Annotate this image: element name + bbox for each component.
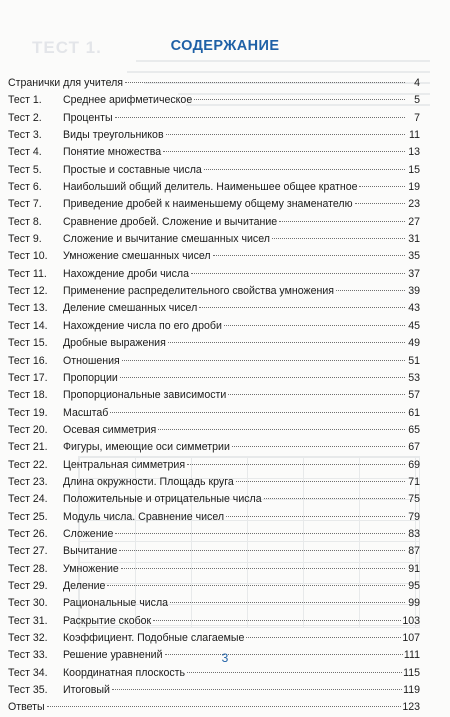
toc-leader-dots xyxy=(153,620,401,621)
toc-test-number: Тест 6. xyxy=(8,181,42,194)
toc-test-number: Тест 33. xyxy=(8,649,48,662)
toc-row xyxy=(8,630,420,647)
toc-entry-title: Виды треугольников xyxy=(63,129,164,142)
toc-entry xyxy=(63,196,420,213)
toc-entry xyxy=(63,578,420,595)
toc-page-number: 49 xyxy=(408,337,420,350)
toc-page-number: 4 xyxy=(414,77,420,89)
toc-entry-title: Приведение дробей к наименьшему общему знаменателю xyxy=(63,198,353,211)
toc-test-number: Тест 21. xyxy=(8,441,48,454)
toc-leader-dots xyxy=(224,325,405,326)
toc-test-number: Тест 11. xyxy=(8,267,47,280)
page-title: СОДЕРЖАНИЕ xyxy=(170,38,280,54)
toc-entry xyxy=(63,92,420,109)
toc-row xyxy=(8,335,420,352)
toc-page-number: 115 xyxy=(403,666,420,679)
toc-test-number: Тест 20. xyxy=(8,423,48,436)
toc-leader-dots xyxy=(355,203,405,204)
toc-entry xyxy=(63,595,420,612)
toc-test-number: Тест 26. xyxy=(8,527,48,540)
toc-leader-dots xyxy=(199,307,405,308)
toc-entry-title: Странички для учителя xyxy=(8,77,124,89)
toc-leader-dots xyxy=(125,82,405,83)
toc-test-number: Тест 18. xyxy=(8,389,48,402)
toc-leader-dots xyxy=(187,672,402,673)
toc-row xyxy=(8,283,420,300)
toc-page-number: 43 xyxy=(408,302,420,315)
toc-leader-dots xyxy=(121,568,405,569)
toc-entry-title: Фигуры, имеющие оси симметрии xyxy=(63,441,230,454)
toc-entry xyxy=(63,422,420,439)
toc-entry-title: Коэффициент. Подобные слагаемые xyxy=(63,632,245,644)
toc-test-number: Тест 1. xyxy=(8,94,42,107)
toc-row xyxy=(8,474,420,491)
toc-leader-dots xyxy=(187,464,405,465)
toc-row xyxy=(8,682,420,699)
toc-leader-dots xyxy=(194,99,405,100)
toc-page-number: 39 xyxy=(408,285,420,298)
toc-row xyxy=(8,179,420,196)
toc-entry-title: Умножение смешанных чисел xyxy=(63,250,211,263)
toc-entry-title: Отношения xyxy=(63,354,120,367)
toc-test-number: Тест 22. xyxy=(8,458,48,471)
table-of-contents xyxy=(8,75,420,717)
toc-test-number: Тест 34. xyxy=(8,666,48,679)
toc-entry-title: Нахождение дроби числа xyxy=(63,267,189,280)
toc-page-number: 53 xyxy=(408,371,420,384)
toc-entry xyxy=(63,526,420,543)
toc-entry xyxy=(63,110,420,127)
toc-row xyxy=(8,405,420,422)
toc-test-number: Тест 8. xyxy=(8,215,42,228)
toc-test-number: Тест 30. xyxy=(8,597,48,610)
toc-page-number: 19 xyxy=(408,181,420,194)
toc-entry-title: Осевая симметрия xyxy=(63,423,157,436)
toc-entry-title: Координатная плоскость xyxy=(63,666,186,679)
toc-row xyxy=(8,353,420,370)
toc-row xyxy=(8,613,420,630)
toc-entry-title: Понятие множества xyxy=(63,146,162,159)
toc-test-number: Тест 14. xyxy=(8,319,48,332)
toc-leader-dots xyxy=(213,255,405,256)
toc-page-number: 37 xyxy=(408,267,420,280)
toc-entry-title: Рациональные числа xyxy=(63,597,169,610)
toc-leader-dots xyxy=(115,533,405,534)
toc-page-number: 13 xyxy=(408,146,420,159)
toc-entry xyxy=(63,300,420,317)
toc-page-number: 5 xyxy=(414,94,420,107)
toc-test-number: Тест 10. xyxy=(8,250,48,263)
toc-leader-dots xyxy=(204,169,405,170)
toc-page-number: 7 xyxy=(414,111,420,124)
toc-row xyxy=(8,266,420,283)
toc-entry xyxy=(63,457,420,474)
toc-row xyxy=(8,387,420,404)
toc-test-number: Тест 28. xyxy=(8,562,48,575)
toc-page-number: 123 xyxy=(402,701,420,714)
toc-entry-title: Деление xyxy=(63,579,106,592)
toc-row xyxy=(8,144,420,161)
toc-page-number: 83 xyxy=(408,527,420,540)
toc-entry-title: Сложение и вычитание смешанных чисел xyxy=(63,233,270,246)
toc-leader-dots xyxy=(336,290,405,291)
toc-row xyxy=(8,196,420,213)
toc-page-number: 111 xyxy=(403,649,420,662)
toc-entry xyxy=(63,162,420,179)
toc-entry xyxy=(63,353,420,370)
toc-entry xyxy=(63,405,420,422)
toc-page-number: 99 xyxy=(408,597,420,610)
toc-leader-dots xyxy=(272,238,405,239)
toc-entry xyxy=(63,214,420,231)
toc-entry-title: Сравнение дробей. Сложение и вычитание xyxy=(63,215,278,228)
toc-leader-dots xyxy=(158,429,405,430)
toc-page-number: 35 xyxy=(408,250,420,263)
toc-test-number: Тест 16. xyxy=(8,354,48,367)
toc-page-number: 95 xyxy=(408,579,420,592)
toc-page-number: 51 xyxy=(408,354,420,367)
toc-test-number: Тест 13. xyxy=(8,302,48,315)
toc-entry-title: Пропорции xyxy=(63,371,118,384)
toc-entry xyxy=(63,335,420,352)
toc-entry-title: Центральная симметрия xyxy=(63,458,186,471)
toc-entry-title: Длина окружности. Площадь круга xyxy=(63,475,234,488)
toc-page-number: 71 xyxy=(408,475,420,488)
toc-leader-dots xyxy=(166,134,405,135)
toc-leader-dots xyxy=(163,151,405,152)
toc-page-number: 79 xyxy=(408,510,420,523)
toc-entry xyxy=(63,179,420,196)
toc-leader-dots xyxy=(226,516,405,517)
toc-entry xyxy=(63,283,420,300)
toc-leader-dots xyxy=(232,446,405,447)
toc-page-number: 65 xyxy=(408,423,420,436)
toc-entry-title: Деление смешанных чисел xyxy=(63,302,198,315)
toc-test-number: Тест 31. xyxy=(8,614,48,627)
toc-entry-title: Умножение xyxy=(63,562,119,575)
toc-entry-title: Модуль числа. Сравнение чисел xyxy=(63,510,225,523)
toc-entry xyxy=(63,318,420,335)
toc-leader-dots xyxy=(168,342,405,343)
toc-test-number: Тест 9. xyxy=(8,233,42,246)
toc-entry xyxy=(63,613,420,630)
toc-entry-title: Простые и составные числа xyxy=(63,163,202,176)
toc-page-number: 57 xyxy=(408,389,420,402)
toc-leader-dots xyxy=(359,186,405,187)
toc-leader-dots xyxy=(264,498,405,499)
toc-page-number: 67 xyxy=(408,441,420,454)
toc-leader-dots xyxy=(47,706,402,707)
toc-row xyxy=(8,665,420,682)
toc-row xyxy=(8,214,420,231)
toc-test-number: Тест 5. xyxy=(8,163,42,176)
toc-entry-title: Ответы xyxy=(8,701,45,714)
toc-entry-title: Вычитание xyxy=(63,545,118,558)
toc-leader-dots xyxy=(110,412,405,413)
toc-entry xyxy=(63,231,420,248)
toc-row xyxy=(8,578,420,595)
toc-leader-dots xyxy=(107,585,405,586)
toc-page-number: 11 xyxy=(409,129,420,142)
toc-test-number: Тест 2. xyxy=(8,111,42,124)
toc-test-number: Тест 3. xyxy=(8,129,42,142)
toc-entry-title: Раскрытие скобок xyxy=(63,614,152,627)
toc-leader-dots xyxy=(120,377,405,378)
toc-entry-title: Итоговый xyxy=(63,684,110,697)
toc-entry-title: Дробные выражения xyxy=(63,337,166,350)
toc-row xyxy=(8,457,420,474)
toc-leader-dots xyxy=(119,550,405,551)
toc-entry-title: Проценты xyxy=(63,111,113,124)
toc-entry xyxy=(63,491,420,508)
toc-entry xyxy=(63,682,420,699)
toc-row xyxy=(8,526,420,543)
toc-leader-dots xyxy=(246,637,401,638)
toc-page-number: 119 xyxy=(403,684,420,697)
toc-test-number: Тест 4. xyxy=(8,146,42,159)
toc-leader-dots xyxy=(112,689,402,690)
toc-row xyxy=(8,231,420,248)
toc-entry xyxy=(63,127,420,144)
toc-entry-title: Положительные и отрицательные числа xyxy=(63,493,262,506)
toc-test-number: Тест 23. xyxy=(8,475,48,488)
toc-page-number: 27 xyxy=(408,215,420,228)
toc-test-number: Тест 17. xyxy=(8,371,48,384)
toc-entry-title: Среднее арифметическое xyxy=(63,94,193,107)
toc-page-number: 45 xyxy=(408,319,420,332)
toc-entry xyxy=(63,630,420,647)
toc-entry xyxy=(63,248,420,265)
show-through-text: ТЕСТ 1. xyxy=(32,38,102,57)
toc-page-number: 15 xyxy=(408,163,420,176)
toc-leader-dots xyxy=(236,481,405,482)
toc-row xyxy=(8,509,420,526)
toc-row xyxy=(8,561,420,578)
toc-entry-title: Решение уравнений xyxy=(63,649,163,662)
toc-page-number: 23 xyxy=(408,198,420,211)
toc-entry xyxy=(63,370,420,387)
toc-test-number: Тест 27. xyxy=(8,545,48,558)
toc-entry-title: Пропорциональные зависимости xyxy=(63,389,227,402)
toc-test-number: Тест 24. xyxy=(8,493,48,506)
toc-row xyxy=(8,318,420,335)
toc-page-number: 61 xyxy=(408,406,420,419)
page-number: 3 xyxy=(221,651,229,665)
toc-row xyxy=(8,370,420,387)
toc-row xyxy=(8,92,420,109)
toc-test-number: Тест 29. xyxy=(8,579,48,592)
toc-entry-title: Сложение xyxy=(63,527,114,540)
toc-entry xyxy=(63,439,420,456)
toc-page-number: 107 xyxy=(402,632,420,644)
toc-entry xyxy=(8,699,420,716)
toc-entry-title: Применение распределительного свойства умножения xyxy=(63,285,334,298)
toc-row xyxy=(8,491,420,508)
toc-row xyxy=(8,595,420,612)
toc-leader-dots xyxy=(228,394,405,395)
toc-entry xyxy=(63,509,420,526)
toc-entry xyxy=(63,561,420,578)
toc-entry xyxy=(63,144,420,161)
toc-entry-title: Нахождение числа по его дроби xyxy=(63,319,222,332)
toc-row xyxy=(8,543,420,560)
toc-entry-title: Наибольший общий делитель. Наименьшее общее кратное xyxy=(63,181,358,194)
toc-leader-dots xyxy=(115,117,405,118)
toc-row xyxy=(8,75,420,92)
toc-page-number: 91 xyxy=(408,562,420,575)
toc-test-number: Тест 19. xyxy=(8,406,48,419)
toc-page-number: 103 xyxy=(402,614,420,627)
toc-test-number: Тест 7. xyxy=(8,198,42,211)
toc-entry xyxy=(63,474,420,491)
toc-page-number: 87 xyxy=(408,545,420,558)
toc-test-number: Тест 25. xyxy=(8,510,48,523)
toc-row xyxy=(8,110,420,127)
toc-row xyxy=(8,300,420,317)
toc-row xyxy=(8,127,420,144)
toc-test-number: Тест 32. xyxy=(8,632,48,644)
toc-entry xyxy=(63,387,420,404)
toc-leader-dots xyxy=(191,273,405,274)
toc-entry xyxy=(63,266,420,283)
toc-entry xyxy=(63,665,420,682)
toc-page-number: 75 xyxy=(408,493,420,506)
toc-leader-dots xyxy=(279,221,405,222)
toc-test-number: Тест 12. xyxy=(8,285,48,298)
toc-row xyxy=(8,248,420,265)
toc-page-number: 69 xyxy=(408,458,420,471)
toc-row xyxy=(8,699,420,716)
toc-test-number: Тест 35. xyxy=(8,684,48,697)
toc-row xyxy=(8,439,420,456)
toc-leader-dots xyxy=(122,360,405,361)
toc-leader-dots xyxy=(170,602,405,603)
toc-page-number: 31 xyxy=(408,233,420,246)
toc-row xyxy=(8,162,420,179)
toc-entry xyxy=(63,543,420,560)
toc-entry-title: Масштаб xyxy=(63,406,109,419)
toc-test-number: Тест 15. xyxy=(8,337,48,350)
toc-row xyxy=(8,422,420,439)
toc-entry xyxy=(8,75,420,92)
